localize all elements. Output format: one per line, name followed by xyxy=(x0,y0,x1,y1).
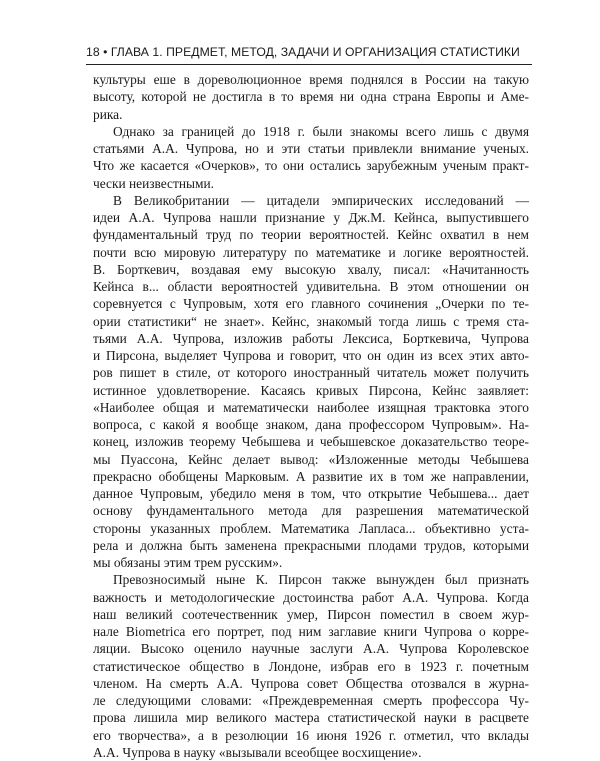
text-line: почти всю мировую литературу по математике и логике вероятностей. xyxy=(93,244,529,260)
text-line: наш великий соотечественник умер, Пирсон поместил в своем жур- xyxy=(93,606,529,622)
text-line: основу фундаментального метода для разрешения математической xyxy=(93,503,529,519)
paragraph xyxy=(93,192,529,572)
text-line: прова лишила мир великого мастера статистической науки в расцвете xyxy=(93,710,529,726)
text-line: А.А. Чупрова в науку «вызывали всеобщее восхищение». xyxy=(93,744,422,760)
text-line: ле следующими словами: «Преждевременная смерть профессора Чу- xyxy=(93,693,529,708)
text-line: Что же касается «Очерков», то они остались зарубежным ученым практ- xyxy=(93,158,529,174)
text-line: Кейнса в... области вероятностей удивительна. В этом отношении он xyxy=(93,279,529,294)
text-line: «Наиболее общая и математически наиболее изящная трактовка этого xyxy=(93,399,529,415)
text-line: рика. xyxy=(93,106,123,122)
running-header: 18 • ГЛАВА 1. ПРЕДМЕТ, МЕТОД, ЗАДАЧИ И ОРГАНИЗАЦИЯ СТАТИСТИКИ xyxy=(86,45,520,59)
text-line: В. Борткевич, воздавая ему высокую хвалу, писал: «Начитанность xyxy=(93,261,529,277)
text-line: Однако за границей до 1918 г. были знакомы всего лишь с двумя xyxy=(113,123,529,139)
text-line: ории статистики“ не знает». Кейнс, знакомый тогда лишь с тремя ста- xyxy=(93,313,529,329)
text-line: вопроса, с какой я вообще знаком, дана профессором Чупровым». На- xyxy=(93,417,529,432)
text-line: нале Biometrica его портрет, под ним заглавие книги Чупрова о корре- xyxy=(93,624,529,639)
text-line: и Пирсона, выделяет Чупрова и говорит, что он один из всех этих авто- xyxy=(93,348,529,363)
text-line: фундаментальный труд по теории вероятностей. Кейнс охватил в нем xyxy=(93,227,529,243)
text-line: мы обязаны этим трем русским». xyxy=(93,555,283,570)
text-line: Превозносимый ныне К. Пирсон также вынужден был признать xyxy=(113,572,529,588)
text-line: конец, изложив теорему Чебышева и чебышевское доказательство теоре- xyxy=(93,434,529,450)
text-line: истинное удовлетворение. Касаясь кривых Пирсона, Кейнс заявляет: xyxy=(93,382,529,398)
text-line: его творчества», а в резолюции 16 июня 1926 г. отметил, что вклады xyxy=(93,727,529,743)
text-line: тьями А.А. Чупрова, изложив работы Лексиса, Борткевича, Чупрова xyxy=(93,330,529,346)
text-line: мы Пуассона, Кейнс делает вывод: «Изложенные методы Чебышева xyxy=(93,451,529,467)
text-line: прекрасно обобщены Марковым. А развитие их в том же направлении, xyxy=(93,468,529,484)
body-text xyxy=(93,71,529,761)
paragraph xyxy=(93,571,529,761)
text-line: В Великобритании — цитадели эмпирических исследований — xyxy=(113,192,529,208)
text-line: ляции. Высоко оценило научные заслуги А.А. Чупрова Королевское xyxy=(93,641,529,657)
text-line: статьями А.А. Чупрова, но и эти статьи привлекли внимание ученых. xyxy=(93,141,529,156)
text-line: высоту, которой не достигла в то время ни одна страна Европы и Аме- xyxy=(93,89,529,105)
text-line: членом. На смерть А.А. Чупрова совет Общества отозвался в журна- xyxy=(93,675,529,691)
text-line: стороны указанных проблем. Математика Лапласа... объективно уста- xyxy=(93,520,529,536)
text-line: идеи А.А. Чупрова нашли признание у Дж.М. Кейнса, выпустившего xyxy=(93,210,529,225)
text-line: культуры еше в дореволюционное время поднялся в России на такую xyxy=(93,72,529,87)
text-line: ров пишет в стиле, от которого иностранный читатель может получить xyxy=(93,365,529,381)
text-line: соревнуется с Чупровым, хотя его главного сочинения „Очерки по те- xyxy=(93,296,529,312)
text-line: важность и методологические достоинства работ А.А. Чупрова. Когда xyxy=(93,589,529,605)
text-line: рела и должна быть заменена прекрасными плодами трудов, которыми xyxy=(93,537,529,553)
paragraph xyxy=(93,123,529,192)
text-line: чески неизвестными. xyxy=(93,175,215,191)
paragraph xyxy=(93,71,529,123)
header-rule xyxy=(86,64,532,65)
text-line: данное Чупровым, убедило меня в том, что открытие Чебышева... дает xyxy=(93,486,529,501)
text-line: статистическое общество в Лондоне, избрав его в 1923 г. почетным xyxy=(93,658,529,674)
